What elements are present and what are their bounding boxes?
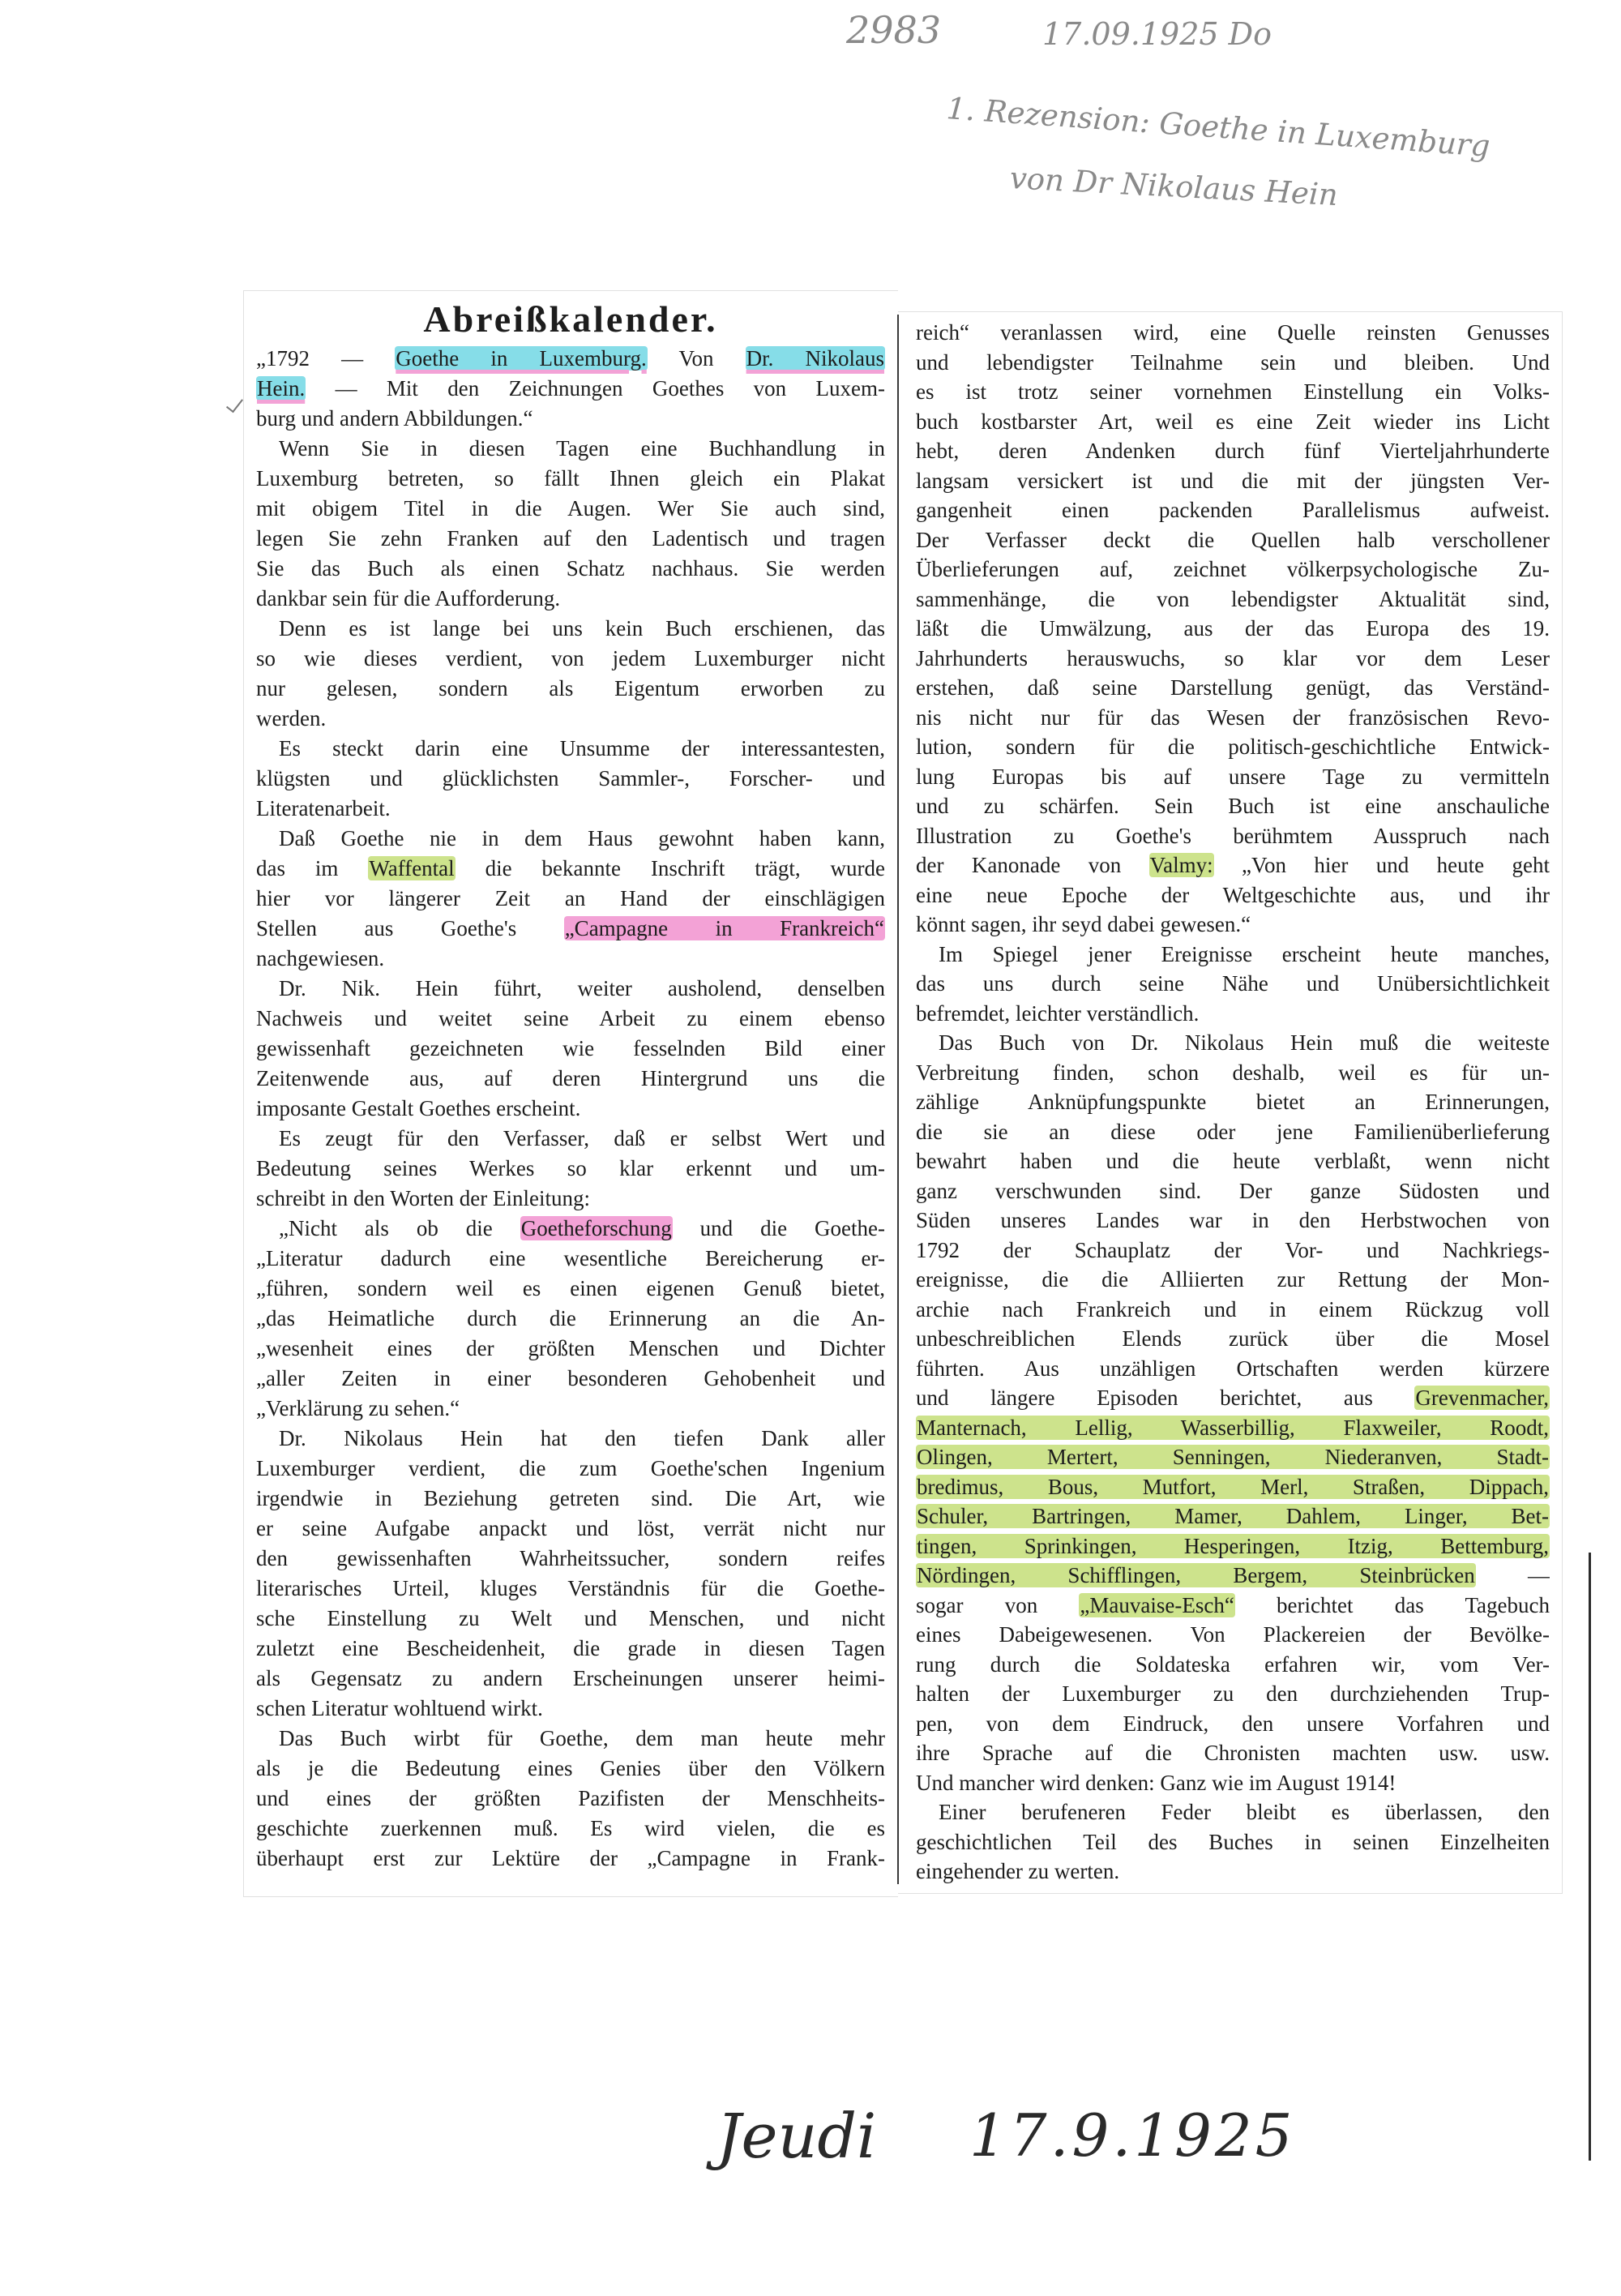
text-line xyxy=(256,914,885,944)
text-line: nachgewiesen. xyxy=(256,946,385,970)
text-line: lung Europas bis auf unsere Tage zu vermitteln xyxy=(916,764,1550,789)
text-line: Einer berufeneren Feder bleibt es überlassen, den xyxy=(939,1800,1550,1824)
text-line: das uns durch seine Nähe und Unübersichtlichkeit xyxy=(916,971,1550,996)
text-line: schreibt in den Worten der Einleitung: xyxy=(256,1186,590,1210)
text-line: befremdet, leichter verständlich. xyxy=(916,1000,1200,1026)
text-line: und lebendigster Teilnahme sein und bleiben. Und xyxy=(916,349,1550,375)
text-line: hier vor längerer Zeit an Hand der einschlägigen xyxy=(256,886,885,910)
text-line: die sie an diese oder jene Familienüberlieferung xyxy=(916,1119,1550,1144)
text-line: „Verklärung zu sehen.“ xyxy=(256,1396,460,1420)
text-line: eines Dabeigewesenen. Von Plackereien der Bevölke- xyxy=(916,1622,1550,1647)
text-line: Daß Goethe nie in dem Haus gewohnt haben kann, xyxy=(279,826,885,850)
text-line: so wie dieses verdient, von jedem Luxemburger nicht xyxy=(256,646,885,670)
text-line: Der Verfasser deckt die Quellen halb verschollener xyxy=(916,527,1550,552)
paragraph xyxy=(256,344,885,434)
text-line: geschichtlichen Teil des Buches in seinen Einzelheiten xyxy=(916,1829,1550,1854)
paragraph xyxy=(256,1214,885,1424)
text-segment: die bekannte Inschrift trägt, wurde xyxy=(455,856,885,880)
text-line: 1792 der Schauplatz der Vor- und Nachkriegs- xyxy=(916,1237,1550,1262)
text-segment: „Nicht als ob die xyxy=(279,1216,520,1240)
text-line: reich“ veranlassen wird, eine Quelle reinsten Genusses xyxy=(916,320,1550,345)
paragraph xyxy=(916,1797,1550,1887)
paragraph xyxy=(256,974,885,1124)
text-line: „führen, sondern weil es einen eigenen Genuß bietet, xyxy=(256,1276,885,1300)
right-column xyxy=(916,318,1550,1887)
text-line: zuletzt eine Bescheidenheit, die grade in diesen Tagen xyxy=(256,1636,885,1660)
text-line xyxy=(256,854,885,884)
text-line: Wenn Sie in diesen Tagen eine Buchhandlung in xyxy=(279,436,885,460)
paragraph xyxy=(256,614,885,734)
text-line: überhaupt erst zur Lektüre der „Campagne in Frank- xyxy=(256,1846,885,1870)
text-line: lution, sondern für die politisch-geschichtliche Entwick- xyxy=(916,735,1550,759)
text-line: es ist trotz seiner vornehmen Einstellung ein Volks- xyxy=(916,379,1550,404)
highlighted-text: „Mauvaise-Esch“ xyxy=(1080,1592,1234,1617)
text-line: Luxemburger verdient, die zum Goethe'schen Ingenium xyxy=(256,1456,885,1480)
text-line: werden. xyxy=(256,706,327,730)
text-line xyxy=(916,1561,1550,1591)
text-line: halten der Luxemburger zu den durchziehenden Trup- xyxy=(916,1681,1550,1706)
text-line: schen Literatur wohltuend wirkt. xyxy=(256,1696,543,1720)
text-line: Es zeugt für den Verfasser, daß er selbst Wert und xyxy=(279,1126,885,1150)
text-line: langsam versickert ist und die mit der jüngsten Ver- xyxy=(916,468,1550,493)
text-line xyxy=(916,1531,1550,1561)
highlighted-text: Olingen, Mertert, Senningen, Niederanven, Stadt- xyxy=(917,1445,1549,1469)
highlighted-text: Waffental xyxy=(369,856,455,880)
column-divider xyxy=(897,315,899,1884)
text-line: zählige Anknüpfungspunkte bietet an Erinnerungen, xyxy=(916,1090,1550,1114)
highlighted-text: Schuler, Bartringen, Mamer, Dahlem, Linger, Bet- xyxy=(917,1504,1549,1528)
highlighted-text: Grevenmacher, xyxy=(1415,1386,1549,1410)
text-line: eingehender zu werten. xyxy=(916,1859,1120,1883)
highlighted-text: bredimus, Bous, Mutfort, Merl, Straßen, Dippach, xyxy=(917,1474,1549,1499)
text-line xyxy=(916,1413,1550,1443)
highlighted-text: Dr. Nikolaus xyxy=(746,346,884,371)
text-line: mit obigem Titel in die Augen. Wer Sie auch sind, xyxy=(256,496,885,520)
highlighted-text: tingen, Sprinkingen, Hesperingen, Itzig, Bettemburg, xyxy=(917,1533,1549,1558)
text-line: Bedeutung seines Werkes so klar erkennt und um- xyxy=(256,1156,885,1180)
text-line: Illustration zu Goethe's berühmtem Ausspruch nach xyxy=(916,823,1550,848)
text-line: als Gegensatz zu andern Erscheinungen unserer heimi- xyxy=(256,1666,885,1690)
text-line xyxy=(916,850,1550,880)
text-line xyxy=(256,1214,885,1244)
text-segment: — xyxy=(1475,1563,1550,1587)
handwritten-weekday: Jeudi xyxy=(716,2100,877,2172)
text-line: Es steckt darin eine Unsumme der interessantesten, xyxy=(279,736,885,760)
text-line: geschichte zuerkennen muß. Es wird vielen, die es xyxy=(256,1816,885,1840)
text-line xyxy=(256,344,885,374)
text-line: gangenheit einen packenden Parallelismus aufweist. xyxy=(916,498,1550,522)
text-line: gewissenhaft gezeichneten wie fesselnden Bild einer xyxy=(256,1036,885,1060)
text-line: rung durch die Soldateska erfahren wir, vom Ver- xyxy=(916,1651,1550,1677)
highlighted-text: Nördingen, Schifflingen, Bergem, Steinbrücken xyxy=(917,1563,1475,1587)
text-segment: und längere Episoden berichtet, aus xyxy=(916,1386,1415,1410)
text-segment: „1792 — xyxy=(256,346,396,371)
text-line: ganz verschwunden sind. Der ganze Südosten und xyxy=(916,1178,1550,1203)
text-line: imposante Gestalt Goethes erscheint. xyxy=(256,1096,581,1120)
text-segment: und die Goethe- xyxy=(672,1216,885,1240)
text-line: Literatenarbeit. xyxy=(256,796,391,820)
highlighted-text: Goethe in Luxemburg. xyxy=(396,346,647,371)
text-line: Dr. Nikolaus Hein hat den tiefen Dank aller xyxy=(279,1426,885,1450)
text-line: buch kostbarster Art, weil es eine Zeit wieder ins Licht xyxy=(916,409,1550,434)
text-line: Und mancher wird denken: Ganz wie im August 1914! xyxy=(916,1770,1396,1795)
handwritten-archive-number: 2983 xyxy=(846,8,942,52)
text-line: bewahrt haben und die heute verblaßt, wenn nicht xyxy=(916,1149,1550,1173)
left-column xyxy=(256,344,885,1874)
text-line: unbeschreiblichen Elends zurück über die Mosel xyxy=(916,1326,1550,1351)
text-line: „Literatur dadurch eine wesentliche Bereicherung er- xyxy=(256,1246,885,1270)
check-mark-icon xyxy=(226,395,243,413)
text-line: Zeitenwende aus, auf deren Hintergrund uns die xyxy=(256,1066,885,1090)
text-segment: sogar von xyxy=(916,1592,1080,1617)
text-segment: berichtet das Tagebuch xyxy=(1234,1592,1550,1617)
text-line: könnt sagen, ihr seyd dabei gewesen.“ xyxy=(916,912,1251,936)
text-line: dankbar sein für die Aufforderung. xyxy=(256,586,561,610)
text-line: er seine Aufgabe anpackt und löst, verrät nicht nur xyxy=(256,1516,885,1540)
paragraph xyxy=(256,824,885,974)
text-segment: Von xyxy=(647,346,746,371)
paragraph xyxy=(256,1724,885,1874)
text-line: und zu schärfen. Sein Buch ist eine anschauliche xyxy=(916,794,1550,818)
text-line: hebt, deren Andenken durch fünf Vierteljahrhunderte xyxy=(916,439,1550,463)
text-line xyxy=(256,374,885,404)
text-line: nis nicht nur für das Wesen der französischen Revo- xyxy=(916,705,1550,730)
text-line: irgendwie in Beziehung getreten sind. Die Art, wie xyxy=(256,1486,885,1510)
handwritten-date-bottom: 17.9.1925 xyxy=(969,2101,1296,2170)
text-line: als je die Bedeutung eines Genies über den Völkern xyxy=(256,1756,885,1780)
text-line: Überlieferungen auf, zeichnet völkerpsychologische Zu- xyxy=(916,557,1550,581)
text-line: sammenhänge, die von lebendigster Aktualität sind, xyxy=(916,586,1550,611)
handwritten-note-line-1: 1. Rezension: Goethe in Luxemburg xyxy=(945,91,1491,164)
text-line: literarisches Urteil, kluges Verständnis für die Goethe- xyxy=(256,1576,885,1600)
text-line: Im Spiegel jener Ereignisse erscheint heute manches, xyxy=(939,941,1550,966)
text-line xyxy=(916,1472,1550,1502)
text-line: den gewissenhaften Wahrheitssucher, sondern reifes xyxy=(256,1546,885,1570)
text-segment: das im xyxy=(256,856,369,880)
text-line: eine neue Epoche der Weltgeschichte aus, und ihr xyxy=(916,882,1550,907)
paragraph xyxy=(256,434,885,614)
text-segment: der Kanonade von xyxy=(916,853,1149,877)
paragraph xyxy=(256,1424,885,1724)
text-line: „aller Zeiten in einer besonderen Gehobenheit und xyxy=(256,1366,885,1390)
text-segment: — Mit den Zeichnungen Goethes von Luxem- xyxy=(306,376,885,401)
text-line: Nachweis und weitet seine Arbeit zu einem ebenso xyxy=(256,1006,885,1030)
text-line: erstehen, daß seine Darstellung genügt, das Verständ- xyxy=(916,675,1550,700)
highlighted-text: „Campagne in Frankreich“ xyxy=(564,916,884,940)
text-line: archie nach Frankreich und in einem Rückzug voll xyxy=(916,1296,1550,1321)
paragraph xyxy=(256,734,885,824)
text-line: Das Buch von Dr. Nikolaus Hein muß die weiteste xyxy=(939,1030,1550,1055)
text-line: „wesenheit eines der größten Menschen und Dichter xyxy=(256,1336,885,1360)
text-line: nur gelesen, sondern als Eigentum erworben zu xyxy=(256,676,885,700)
text-line: burg und andern Abbildungen.“ xyxy=(256,406,533,430)
handwritten-date-top: 17.09.1925 Do xyxy=(1042,16,1272,52)
highlighted-text: Manternach, Lellig, Wasserbillig, Flaxweiler, Roodt, xyxy=(917,1415,1549,1440)
article-title: Abreißkalender. xyxy=(423,298,718,340)
text-line: Verbreitung finden, schon deshalb, weil es für un- xyxy=(916,1060,1550,1085)
text-line: legen Sie zehn Franken auf den Ladentisch und tragen xyxy=(256,526,885,550)
text-line: ereignisse, die die Alliierten zur Rettung der Mon- xyxy=(916,1267,1550,1292)
highlighted-text: Hein. xyxy=(257,376,306,401)
text-line: sche Einstellung zu Welt und Menschen, und nicht xyxy=(256,1606,885,1630)
text-line: Süden unseres Landes war in den Herbstwochen von xyxy=(916,1208,1550,1232)
highlighted-text: Valmy: xyxy=(1149,853,1213,877)
text-line: Jahrhunderts herauswuchs, so klar vor dem Leser xyxy=(916,645,1550,670)
text-line xyxy=(916,1591,1550,1621)
text-line: führten. Aus unzähligen Ortschaften werden kürzere xyxy=(916,1356,1550,1381)
text-line: Dr. Nik. Hein führt, weiter ausholend, denselben xyxy=(279,976,885,1000)
text-line: pen, von dem Eindruck, den unsere Vorfahren und xyxy=(916,1711,1550,1736)
text-line: klügsten und glücklichsten Sammler-, Forscher- und xyxy=(256,766,885,790)
text-line: Sie das Buch als einen Schatz nachhaus. Sie werden xyxy=(256,556,885,580)
text-line: läßt die Umwälzung, aus der das Europa des 19. xyxy=(916,616,1550,640)
paragraph xyxy=(916,318,1550,940)
page-edge-line xyxy=(1589,1553,1591,2161)
paragraph xyxy=(256,1124,885,1214)
text-segment: „Von hier und heute geht xyxy=(1213,853,1550,877)
text-line xyxy=(916,1442,1550,1472)
text-line: Luxemburg betreten, so fällt Ihnen gleich ein Plakat xyxy=(256,466,885,490)
text-line: und eines der größten Pazifisten der Menschheits- xyxy=(256,1786,885,1810)
text-line xyxy=(916,1501,1550,1531)
text-line: „das Heimatliche durch die Erinnerung an die An- xyxy=(256,1306,885,1330)
text-line: ihre Sprache auf die Chronisten machten usw. usw. xyxy=(916,1741,1550,1765)
text-line xyxy=(916,1383,1550,1413)
handwritten-note-line-2: von Dr Nikolaus Hein xyxy=(1008,161,1339,213)
text-line: Denn es ist lange bei uns kein Buch erschienen, das xyxy=(279,616,885,640)
paragraph xyxy=(916,1028,1550,1797)
text-line: Das Buch wirbt für Goethe, dem man heute mehr xyxy=(279,1726,885,1750)
paragraph xyxy=(916,940,1550,1029)
highlighted-text: Goetheforschung xyxy=(520,1216,672,1240)
text-segment: Stellen aus Goethe's xyxy=(256,916,564,940)
